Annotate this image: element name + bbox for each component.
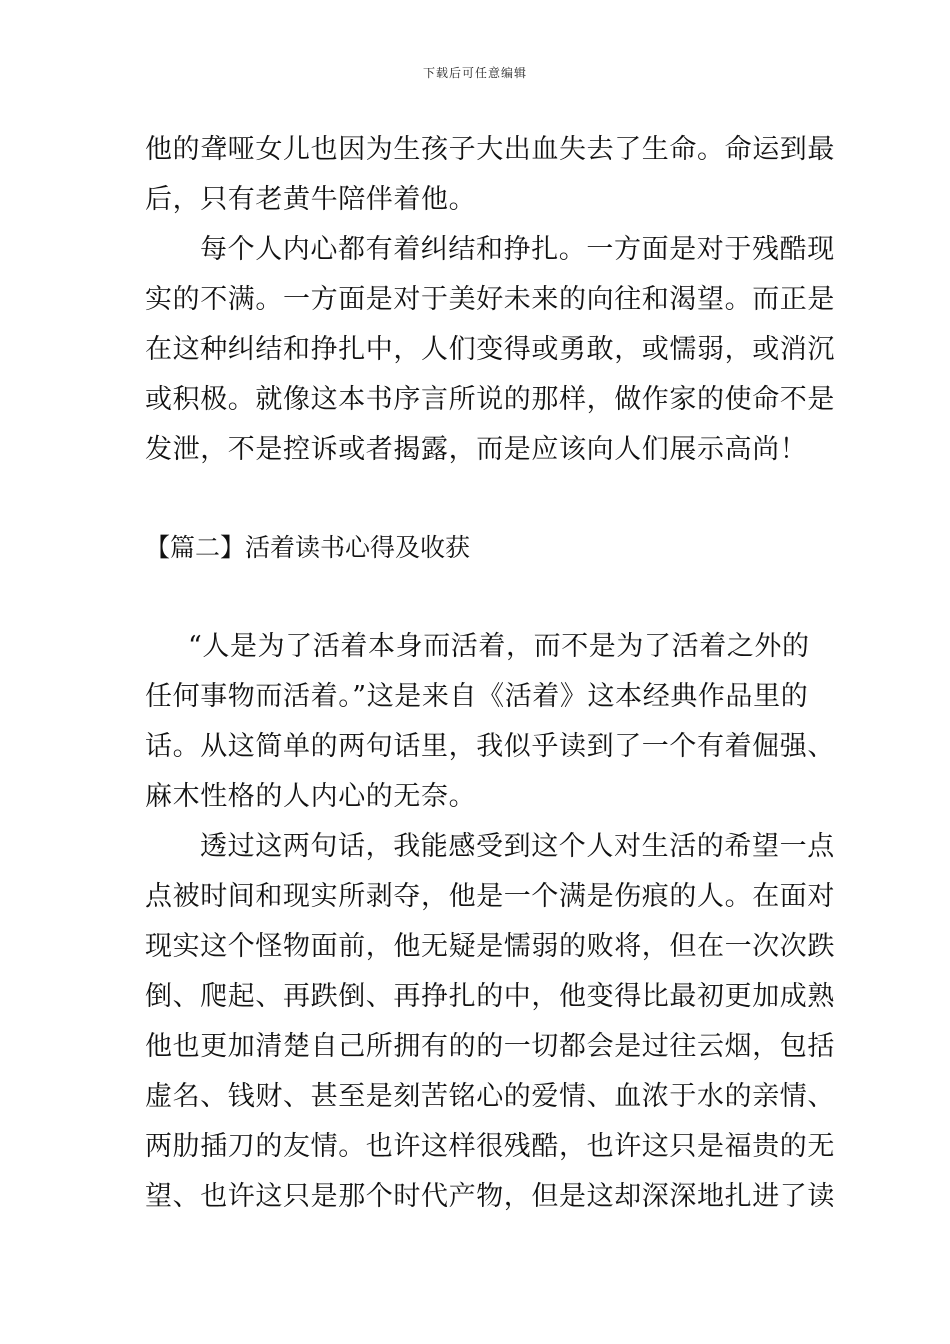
paragraph-line: 发泄，不是控诉或者揭露，而是应该向人们展示高尚！: [145, 434, 808, 465]
paragraph-line: 后，只有老黄牛陪伴着他。: [145, 184, 477, 215]
paragraph-line: 他也更加清楚自己所拥有的的一切都会是过往云烟，包括: [145, 1031, 835, 1062]
paragraph-line: 两肋插刀的友情。也许这样很残酷，也许这只是福贵的无: [145, 1131, 835, 1162]
paragraph-line: 或积极。就像这本书序言所说的那样，做作家的使命不是: [145, 384, 835, 415]
paragraph-line: 望、也许这只是那个时代产物，但是这却深深地扎进了读: [145, 1181, 835, 1212]
paragraph-line: 点被时间和现实所剥夺，他是一个满是伤痕的人。在面对: [145, 881, 835, 912]
paragraph-line: 他的聋哑女儿也因为生孩子大出血失去了生命。命运到最: [145, 134, 835, 165]
paragraph-line: 现实这个怪物面前，他无疑是懦弱的败将，但在一次次跌: [145, 931, 835, 962]
paragraph-line: 在这种纠结和挣扎中，人们变得或勇敢，或懦弱，或消沉: [145, 334, 835, 365]
section-heading: 【篇二】活着读书心得及收获: [145, 533, 471, 562]
paragraph-line: 麻木性格的人内心的无奈。: [145, 781, 477, 812]
paragraph-line: 话。从这简单的两句话里，我似乎读到了一个有着倔强、: [145, 731, 835, 762]
paragraph-line: 任何事物而活着。”这是来自《活着》这本经典作品里的: [145, 681, 809, 712]
paragraph-line: “人是为了活着本身而活着，而不是为了活着之外的: [188, 631, 810, 662]
paragraph-line: 透过这两句话，我能感受到这个人对生活的希望一点: [200, 831, 835, 862]
paragraph-line: 实的不满。一方面是对于美好未来的向往和渴望。而正是: [145, 284, 835, 315]
paragraph-line: 倒、爬起、再跌倒、再挣扎的中，他变得比最初更加成熟: [145, 981, 835, 1012]
paragraph-line: 虚名、钱财、甚至是刻苦铭心的爱情、血浓于水的亲情、: [145, 1081, 835, 1112]
paragraph-line: 每个人内心都有着纠结和挣扎。一方面是对于残酷现: [200, 234, 835, 265]
page-header: 下载后可任意编辑: [422, 66, 527, 80]
